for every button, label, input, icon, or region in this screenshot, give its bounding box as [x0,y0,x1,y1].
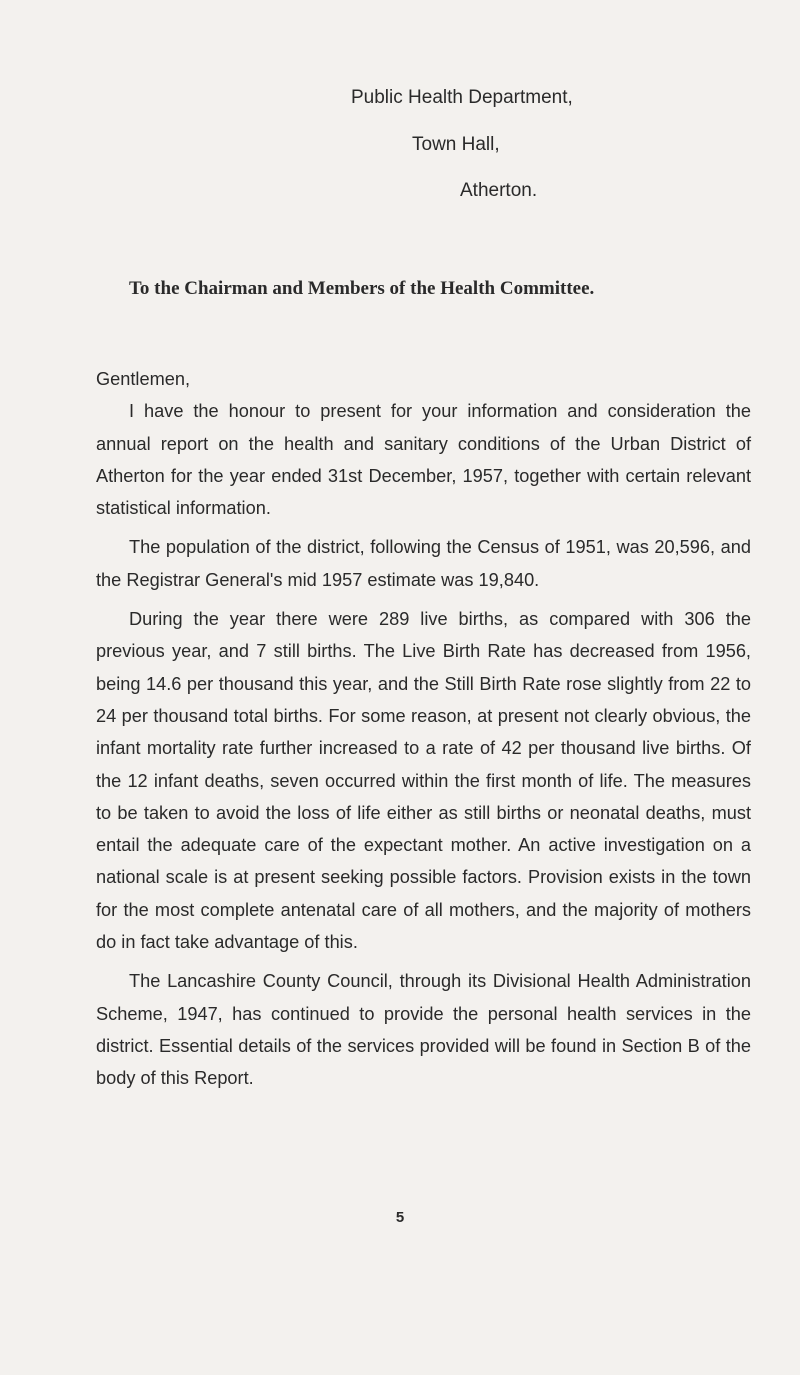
address-line-building: Town Hall, [412,134,500,155]
addressee-heading: To the Chairman and Members of the Health Committee. [129,278,595,299]
address-line-department: Public Health Department, [351,87,573,108]
paragraph-births: During the year there were 289 live births, as compared with 306 the previous year, and 7 still births. The Live Birth Rate has decreased from 1956, being 14.6 per thousand this year, and the Still Birth Rate rose slightly from 22 to 24 per thousand total births. For some reason, at present not clearly obvious, the infant mortality rate further increased to a rate of 42 per thousand live births. Of the 12 infant deaths, seven occurred within the first month of life. The measures to be taken to avoid the loss of life either as still births or neonatal deaths, must entail the adequate care of the expectant mother. An active investigation on a national scale is at present seeking possible factors. Provision exists in the town for the most complete antenatal care of all mothers, and the majority of mothers do in fact take advantage of this. [96,609,751,953]
paragraph-population: The population of the district, following the Census of 1951, was 20,596, and the Registrar General's mid 1957 estimate was 19,840. [96,537,751,590]
page-number: 5 [395,1209,405,1226]
paragraph-county-council: The Lancashire County Council, through its Divisional Health Administration Scheme, 1947, has continued to provide the personal health services in the district. Essential details of the services provided will be found in Section B of the body of this Report. [96,971,751,1089]
paragraph-introduction: I have the honour to present for your information and consideration the annual report on the health and sanitary conditions of the Urban District of Atherton for the year ended 31st December, 1957, together with certain relevant statistical information. [96,401,751,519]
letter-body [96,363,751,1102]
address-line-town: Atherton. [460,180,538,201]
greeting: Gentlemen, [96,369,191,389]
